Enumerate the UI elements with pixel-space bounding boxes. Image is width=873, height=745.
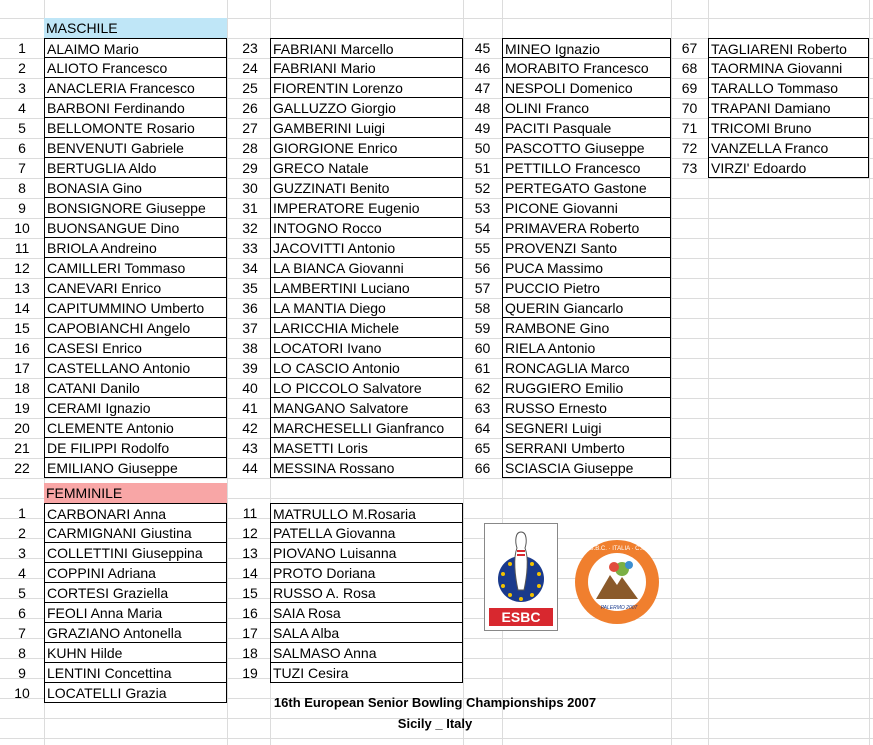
participant-name-cell[interactable]: EMILIANO Giuseppe — [44, 458, 227, 478]
row-number[interactable]: 50 — [474, 140, 491, 156]
participant-name-cell[interactable]: SCIASCIA Giuseppe — [502, 458, 671, 478]
row-number[interactable]: 63 — [474, 400, 491, 416]
row-number[interactable]: 9 — [18, 200, 26, 216]
participant-name-cell[interactable]: SEGNERI Luigi — [502, 418, 671, 438]
row-number[interactable]: 43 — [242, 440, 258, 456]
row-number[interactable]: 17 — [14, 360, 30, 376]
participant-name-cell[interactable]: VANZELLA Franco — [708, 138, 869, 158]
row-number[interactable]: 25 — [242, 80, 258, 96]
participant-name-cell[interactable]: CLEMENTE Antonio — [44, 418, 227, 438]
row-number[interactable]: 6 — [18, 605, 26, 621]
participant-name-cell[interactable]: GAMBERINI Luigi — [270, 118, 463, 138]
row-number[interactable]: 8 — [18, 645, 26, 661]
participant-name-cell[interactable]: SERRANI Umberto — [502, 438, 671, 458]
row-number[interactable]: 10 — [14, 685, 30, 701]
participant-name-cell[interactable]: GRAZIANO Antonella — [44, 623, 227, 643]
row-number[interactable]: 20 — [14, 420, 30, 436]
participant-name-cell[interactable]: PASCOTTO Giuseppe — [502, 138, 671, 158]
participant-name-cell[interactable]: FABRIANI Marcello — [270, 38, 463, 58]
row-number[interactable]: 1 — [18, 40, 26, 56]
row-number[interactable]: 45 — [474, 40, 491, 56]
participant-name-cell[interactable]: PATELLA Giovanna — [270, 523, 463, 543]
row-number[interactable]: 71 — [681, 120, 698, 136]
row-number[interactable]: 68 — [681, 60, 698, 76]
participant-name-cell[interactable]: IMPERATORE Eugenio — [270, 198, 463, 218]
participant-name-cell[interactable]: ALAIMO Mario — [44, 38, 227, 58]
participant-name-cell[interactable]: TAORMINA Giovanni — [708, 58, 869, 78]
row-number[interactable]: 9 — [18, 665, 26, 681]
participant-name-cell[interactable]: GRECO Natale — [270, 158, 463, 178]
participant-name-cell[interactable]: PIOVANO Luisanna — [270, 543, 463, 563]
row-number[interactable]: 30 — [242, 180, 258, 196]
participant-name-cell[interactable]: GIORGIONE Enrico — [270, 138, 463, 158]
participant-name-cell[interactable]: FIORENTIN Lorenzo — [270, 78, 463, 98]
row-number[interactable]: 61 — [474, 360, 491, 376]
participant-name-cell[interactable]: CAMILLERI Tommaso — [44, 258, 227, 278]
row-number[interactable]: 41 — [242, 400, 258, 416]
row-number[interactable]: 38 — [242, 340, 258, 356]
gridline-horizontal — [0, 478, 873, 479]
row-number[interactable]: 14 — [242, 565, 258, 581]
row-number[interactable]: 60 — [474, 340, 491, 356]
participant-name-cell[interactable]: LA MANTIA Diego — [270, 298, 463, 318]
participant-name-cell[interactable]: CARBONARI Anna — [44, 503, 227, 523]
row-number[interactable]: 55 — [474, 240, 491, 256]
row-number[interactable]: 66 — [474, 460, 491, 476]
gridline-vertical — [869, 0, 870, 745]
row-number[interactable]: 11 — [14, 240, 30, 256]
participant-name-cell[interactable]: OLINI Franco — [502, 98, 671, 118]
participant-name-cell[interactable]: JACOVITTI Antonio — [270, 238, 463, 258]
row-number[interactable]: 3 — [18, 545, 26, 561]
row-number[interactable]: 26 — [242, 100, 258, 116]
participant-name-cell[interactable]: INTOGNO Rocco — [270, 218, 463, 238]
row-number[interactable]: 49 — [474, 120, 491, 136]
row-number[interactable]: 14 — [14, 300, 30, 316]
row-number[interactable]: 72 — [681, 140, 698, 156]
cis-logo-text: E.S.B.C. · ITALIA · C.I.S. — [583, 546, 651, 552]
row-number[interactable]: 3 — [18, 80, 26, 96]
row-number[interactable]: 46 — [474, 60, 491, 76]
event-location: Sicily _ Italy — [397, 716, 473, 731]
row-number[interactable]: 39 — [242, 360, 258, 376]
participant-name-cell[interactable]: TUZI Cesira — [270, 663, 463, 683]
row-number[interactable]: 5 — [18, 120, 26, 136]
row-number[interactable]: 51 — [474, 160, 491, 176]
participant-name-cell[interactable]: PUCCIO Pietro — [502, 278, 671, 298]
participant-name-cell[interactable]: LA BIANCA Giovanni — [270, 258, 463, 278]
participant-name-cell[interactable]: SAIA Rosa — [270, 603, 463, 623]
row-number[interactable]: 34 — [242, 260, 258, 276]
row-number[interactable]: 53 — [474, 200, 491, 216]
participant-name-cell[interactable]: BELLOMONTE Rosario — [44, 118, 227, 138]
row-number[interactable]: 13 — [14, 280, 30, 296]
row-number[interactable]: 35 — [242, 280, 258, 296]
participant-name-cell[interactable]: ANACLERIA Francesco — [44, 78, 227, 98]
row-number[interactable]: 48 — [474, 100, 491, 116]
participant-name-cell[interactable]: PROVENZI Santo — [502, 238, 671, 258]
row-number[interactable]: 17 — [242, 625, 258, 641]
row-number[interactable]: 33 — [242, 240, 258, 256]
row-number[interactable]: 21 — [14, 440, 30, 456]
row-number[interactable]: 11 — [242, 505, 258, 521]
row-number[interactable]: 19 — [14, 400, 30, 416]
participant-name-cell[interactable]: CATANI Danilo — [44, 378, 227, 398]
row-number[interactable]: 16 — [242, 605, 258, 621]
row-number[interactable]: 2 — [18, 525, 26, 541]
row-number[interactable]: 12 — [242, 525, 258, 541]
row-number[interactable]: 40 — [242, 380, 258, 396]
row-number[interactable]: 15 — [14, 320, 30, 336]
participant-name-cell[interactable]: CORTESI Graziella — [44, 583, 227, 603]
participant-name-cell[interactable]: RUSSO A. Rosa — [270, 583, 463, 603]
participant-name-cell[interactable]: LOCATORI Ivano — [270, 338, 463, 358]
participant-name-cell[interactable]: COLLETTINI Giuseppina — [44, 543, 227, 563]
row-number[interactable]: 54 — [474, 220, 491, 236]
participant-name-cell[interactable]: MARCHESELLI Gianfranco — [270, 418, 463, 438]
row-number[interactable]: 31 — [242, 200, 258, 216]
participant-name-cell[interactable]: LOCATELLI Grazia — [44, 683, 227, 703]
participant-name-cell[interactable]: BONSIGNORE Giuseppe — [44, 198, 227, 218]
gridline-horizontal — [0, 738, 873, 739]
participant-name-cell[interactable]: PERTEGATO Gastone — [502, 178, 671, 198]
row-number[interactable]: 4 — [18, 100, 26, 116]
row-number[interactable]: 12 — [14, 260, 30, 276]
participant-name-cell[interactable]: PROTO Doriana — [270, 563, 463, 583]
participant-name-cell[interactable]: PACITI Pasquale — [502, 118, 671, 138]
row-number[interactable]: 7 — [18, 625, 26, 641]
participant-name-cell[interactable]: CAPITUMMINO Umberto — [44, 298, 227, 318]
participant-name-cell[interactable]: PETTILLO Francesco — [502, 158, 671, 178]
participant-name-cell[interactable]: GALLUZZO Giorgio — [270, 98, 463, 118]
participant-name-cell[interactable]: BONASIA Gino — [44, 178, 227, 198]
participant-name-cell[interactable]: LENTINI Concettina — [44, 663, 227, 683]
participant-name-cell[interactable]: CASTELLANO Antonio — [44, 358, 227, 378]
participant-name-cell[interactable]: ALIOTO Francesco — [44, 58, 227, 78]
row-number[interactable]: 62 — [474, 380, 491, 396]
participant-name-cell[interactable]: SALA Alba — [270, 623, 463, 643]
participant-name-cell[interactable]: TRAPANI Damiano — [708, 98, 869, 118]
esbc-logo-text: ESBC — [501, 609, 541, 625]
gridline-vertical — [227, 0, 228, 745]
row-number[interactable]: 65 — [474, 440, 491, 456]
participant-name-cell[interactable]: PICONE Giovanni — [502, 198, 671, 218]
participant-name-cell[interactable]: CANEVARI Enrico — [44, 278, 227, 298]
row-number[interactable]: 67 — [681, 40, 698, 56]
row-number[interactable]: 73 — [681, 160, 698, 176]
row-number[interactable]: 27 — [242, 120, 258, 136]
participant-name-cell[interactable]: MINEO Ignazio — [502, 38, 671, 58]
participant-name-cell[interactable]: RUSSO Ernesto — [502, 398, 671, 418]
row-number[interactable]: 36 — [242, 300, 258, 316]
participant-name-cell[interactable]: MESSINA Rossano — [270, 458, 463, 478]
row-number[interactable]: 58 — [474, 300, 491, 316]
participant-name-cell[interactable]: LAMBERTINI Luciano — [270, 278, 463, 298]
row-number[interactable]: 70 — [681, 100, 698, 116]
participant-name-cell[interactable]: QUERIN Giancarlo — [502, 298, 671, 318]
row-number[interactable]: 18 — [242, 645, 258, 661]
participant-name-cell[interactable]: MORABITO Francesco — [502, 58, 671, 78]
row-number[interactable]: 8 — [18, 180, 26, 196]
row-number[interactable]: 42 — [242, 420, 258, 436]
row-number[interactable]: 10 — [14, 220, 30, 236]
row-number[interactable]: 1 — [18, 505, 26, 521]
cis-logo — [572, 537, 662, 627]
participant-name-cell[interactable]: CARMIGNANI Giustina — [44, 523, 227, 543]
bowling-pin-icon — [515, 532, 527, 590]
female-section-header[interactable]: FEMMINILE — [44, 483, 227, 503]
participant-name-cell[interactable]: KUHN Hilde — [44, 643, 227, 663]
participant-name-cell[interactable]: LO CASCIO Antonio — [270, 358, 463, 378]
participant-name-cell[interactable]: NESPOLI Domenico — [502, 78, 671, 98]
participant-name-cell[interactable]: LARICCHIA Michele — [270, 318, 463, 338]
participant-name-cell[interactable]: GUZZINATI Benito — [270, 178, 463, 198]
participant-name-cell[interactable]: CAPOBIANCHI Angelo — [44, 318, 227, 338]
row-number[interactable]: 64 — [474, 420, 491, 436]
row-number[interactable]: 24 — [242, 60, 258, 76]
participant-name-cell[interactable]: TARALLO Tommaso — [708, 78, 869, 98]
participant-name-cell[interactable]: RAMBONE Gino — [502, 318, 671, 338]
participant-name-cell[interactable]: FEOLI Anna Maria — [44, 603, 227, 623]
participant-name-cell[interactable]: COPPINI Adriana — [44, 563, 227, 583]
participant-name-cell[interactable]: SALMASO Anna — [270, 643, 463, 663]
participant-name-cell[interactable]: PUCA Massimo — [502, 258, 671, 278]
participant-name-cell[interactable]: MATRULLO M.Rosaria — [270, 503, 463, 523]
participant-name-cell[interactable]: DE FILIPPI Rodolfo — [44, 438, 227, 458]
row-number[interactable]: 6 — [18, 140, 26, 156]
row-number[interactable]: 32 — [242, 220, 258, 236]
row-number[interactable]: 19 — [242, 665, 258, 681]
row-number[interactable]: 2 — [18, 60, 26, 76]
participant-name-cell[interactable]: BENVENUTI Gabriele — [44, 138, 227, 158]
participant-name-cell[interactable]: CASESI Enrico — [44, 338, 227, 358]
participant-name-cell[interactable]: RUGGIERO Emilio — [502, 378, 671, 398]
participant-name-cell[interactable]: CERAMI Ignazio — [44, 398, 227, 418]
participant-name-cell[interactable]: VIRZI' Edoardo — [708, 158, 869, 178]
row-number[interactable]: 44 — [242, 460, 258, 476]
participant-name-cell[interactable]: BERTUGLIA Aldo — [44, 158, 227, 178]
row-number[interactable]: 47 — [474, 80, 491, 96]
male-section-header[interactable]: MASCHILE — [44, 18, 227, 38]
row-number[interactable]: 23 — [242, 40, 258, 56]
participant-name-cell[interactable]: FABRIANI Mario — [270, 58, 463, 78]
row-number[interactable]: 18 — [14, 380, 30, 396]
row-number[interactable]: 5 — [18, 585, 26, 601]
participant-name-cell[interactable]: PRIMAVERA Roberto — [502, 218, 671, 238]
participant-name-cell[interactable]: BRIOLA Andreino — [44, 238, 227, 258]
event-title: 16th European Senior Bowling Championships 2007 — [273, 695, 597, 710]
row-number[interactable]: 56 — [474, 260, 491, 276]
row-number[interactable]: 69 — [681, 80, 698, 96]
participant-name-cell[interactable]: TAGLIARENI Roberto — [708, 38, 869, 58]
row-number[interactable]: 7 — [18, 160, 26, 176]
participant-name-cell[interactable]: MASETTI Loris — [270, 438, 463, 458]
participant-name-cell[interactable]: RONCAGLIA Marco — [502, 358, 671, 378]
cis-logo-subtext: PALERMO 2007 — [600, 605, 638, 611]
row-number[interactable]: 59 — [474, 320, 491, 336]
participant-name-cell[interactable]: LO PICCOLO Salvatore — [270, 378, 463, 398]
row-number[interactable]: 37 — [242, 320, 258, 336]
participant-name-cell[interactable]: TRICOMI Bruno — [708, 118, 869, 138]
row-number[interactable]: 52 — [474, 180, 491, 196]
row-number[interactable]: 28 — [242, 140, 258, 156]
participant-name-cell[interactable]: RIELA Antonio — [502, 338, 671, 358]
row-number[interactable]: 4 — [18, 565, 26, 581]
row-number[interactable]: 15 — [242, 585, 258, 601]
participant-name-cell[interactable]: BUONSANGUE Dino — [44, 218, 227, 238]
participant-name-cell[interactable]: MANGANO Salvatore — [270, 398, 463, 418]
row-number[interactable]: 16 — [14, 340, 30, 356]
esbc-logo — [484, 523, 558, 631]
row-number[interactable]: 57 — [474, 280, 491, 296]
participant-name-cell[interactable]: BARBONI Ferdinando — [44, 98, 227, 118]
row-number[interactable]: 29 — [242, 160, 258, 176]
row-number[interactable]: 22 — [14, 460, 30, 476]
row-number[interactable]: 13 — [242, 545, 258, 561]
